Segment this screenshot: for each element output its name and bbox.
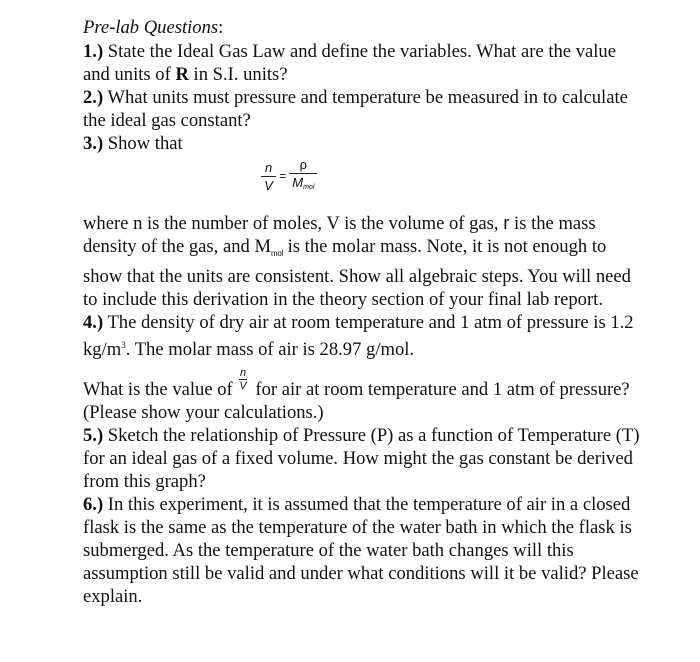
lhs-fraction [261, 160, 276, 194]
question-6 [83, 493, 643, 608]
question-text: What units must pressure and temperature be measured in to calculate the ideal gas constant? [83, 87, 628, 131]
question-3 [83, 132, 643, 155]
rhs-fraction [289, 157, 317, 196]
question-text: In this experiment, it is assumed that the temperature of air in a closed flask is the same as the temperature of the water bath in which the flask is submerged. As the temperature of the water bath changes will this assumption still be valid and under what conditions will it be valid? Please explain. [83, 494, 639, 607]
molar-mass-symbol: M [292, 175, 304, 190]
lhs-numerator: n [265, 159, 273, 175]
title-text: Pre-lab Questions [83, 17, 219, 38]
title-colon: : [218, 17, 224, 38]
gas-constant-symbol: R [175, 64, 189, 85]
page-title [83, 16, 643, 39]
question-text: What is the value of [83, 379, 238, 400]
cubed-superscript: 3 [121, 340, 126, 350]
density-symbol: r [503, 212, 510, 233]
question-text: State the Ideal Gas Law and define the variables. What are the value and units of [83, 41, 616, 85]
question-4 [83, 311, 643, 361]
rhs-denominator [289, 174, 317, 196]
question-text: Show that [103, 133, 183, 154]
question-number: 4.) [83, 312, 104, 333]
question-number: 5.) [83, 425, 104, 446]
rhs-numerator: ρ [299, 157, 308, 172]
equals-sign: = [279, 169, 287, 183]
question-number: 1.) [83, 41, 104, 62]
question-5 [83, 424, 643, 493]
question-text: The density of dry air at room temperature and 1 atm of pressure is 1.2 kg/m [83, 312, 634, 360]
n-over-v-fraction [239, 367, 246, 392]
molar-mass-subscript: mol [303, 184, 315, 191]
question-text: Sketch the relationship of Pressure (P) as a function of Temperature (T) for an ideal gas of a fixed volume. How might the gas constant be derived from this graph? [83, 425, 640, 492]
question-4-continued [83, 367, 643, 424]
explanation-text: is the mass density of the gas, and M [83, 213, 596, 257]
molar-mass-subscript: mol [270, 249, 283, 258]
question-text: . The molar mass of air is 28.97 g/mol. [125, 339, 415, 360]
question-number: 6.) [83, 494, 104, 515]
question-number: 3.) [83, 133, 104, 154]
question-text: in S.I. units? [188, 64, 288, 85]
question-number: 2.) [83, 87, 104, 108]
document-page [83, 16, 643, 608]
equation-body [261, 157, 317, 196]
question-3-explanation [83, 211, 643, 311]
lhs-denominator: V [264, 177, 273, 193]
density-equation [83, 155, 643, 211]
explanation-text: is the molar mass. Note, it is not enough to show that the units are consistent. Show all algebraic steps. You will need to include this derivation in the theory section of your final lab report. [83, 236, 631, 310]
question-2 [83, 86, 643, 132]
question-text: for air at room temperature and 1 atm of pressure? (Please show your calculations.) [83, 379, 630, 423]
fraction-numerator: n [240, 367, 247, 379]
explanation-text: where n is the number of moles, V is the volume of gas, [83, 213, 504, 234]
fraction-denominator: V [239, 380, 247, 392]
question-1 [83, 40, 643, 86]
